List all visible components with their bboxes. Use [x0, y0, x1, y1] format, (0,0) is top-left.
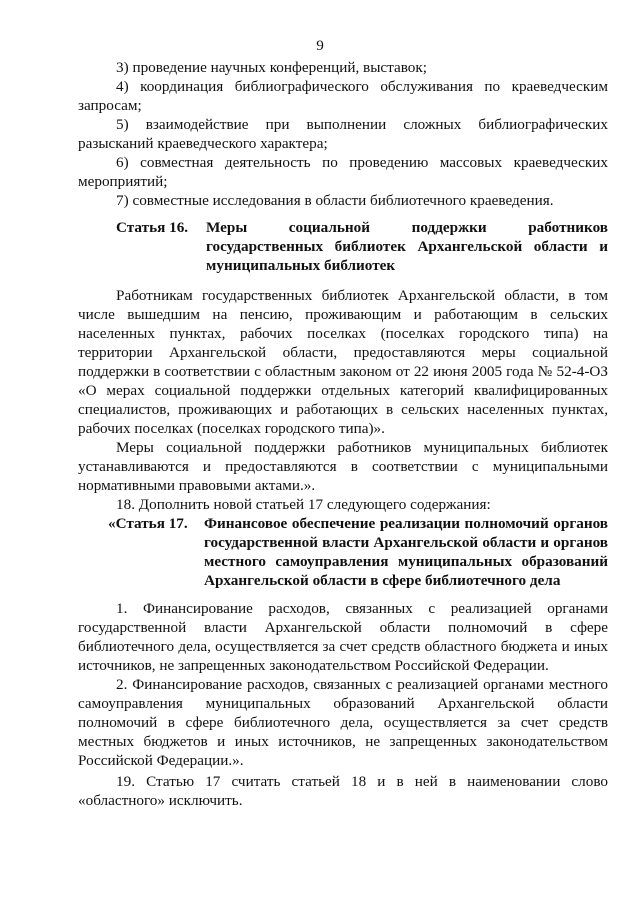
article-17-body: [78, 599, 608, 770]
paragraph: 19. Статью 17 считать статьей 18 и в ней в наименовании слово «областного» исключить.: [78, 773, 608, 809]
paragraph: 1. Финансирование расходов, связанных с реализацией органами государственной власти Архангельской области полномочий в сфере библиотечного дела, осуществляется за счет средств областного бюджета и иных источников, не запрещенных законодательством Российской Федерации.: [78, 600, 608, 674]
article-16-heading: [116, 218, 608, 275]
page-number: 9: [316, 37, 324, 54]
item-19: [78, 772, 608, 810]
article-16-label: Статья 16.: [116, 219, 189, 236]
paragraph: Меры социальной поддержки работников муниципальных библиотек устанавливаются и предоставляются в соответствии с муниципальными нормативными правовыми актами.».: [78, 439, 608, 494]
article-17-label: «Статья 17.: [108, 515, 188, 532]
list-item: 7) совместные исследования в области библиотечного краеведения.: [116, 192, 554, 209]
list-item: 5) взаимодействие при выполнении сложных библиографических разысканий краеведческого характера;: [78, 116, 608, 152]
item-18: [78, 495, 608, 514]
list-block: [78, 58, 608, 210]
article-17-heading: [108, 514, 608, 590]
paragraph: 18. Дополнить новой статьей 17 следующего содержания:: [116, 496, 491, 513]
list-item: 6) совместная деятельность по проведению массовых краеведческих мероприятий;: [78, 154, 608, 190]
paragraph: 2. Финансирование расходов, связанных с реализацией органами местного самоуправления муниципальных образований Архангельской области полномочий в сфере библиотечного дела, осуществляется за счет средств местных бюджетов и иных источников, не запрещенных законодательством Российской Федерации.».: [78, 676, 608, 769]
article-17-title: Финансовое обеспечение реализации полномочий органов государственной власти Архангельской области и органов местного самоуправления муниципальных образований Архангельской области в сфере библиотечного дела: [204, 515, 608, 589]
list-item: 4) координация библиографического обслуживания по краеведческим запросам;: [78, 78, 608, 114]
article-16-body: [78, 286, 608, 495]
paragraph: Работникам государственных библиотек Архангельской области, в том числе вышедшим на пенсию, проживающим и работающим в сельских населенных пунктах, рабочих поселках (поселках городского типа) на территории Архангельской области, предоставляются меры социальной поддержки в соответствии с областным законом от 22 июня 2005 года № 52-4-ОЗ «О мерах социальной поддержки отдельных категорий квалифицированных специалистов, проживающих и работающих в сельских населенных пунктах, рабочих поселках (поселках городского типа)».: [78, 287, 608, 437]
article-16-title: Меры социальной поддержки работников государственных библиотек Архангельской области и муниципальных библиотек: [206, 219, 608, 274]
list-item: 3) проведение научных конференций, выставок;: [116, 59, 427, 76]
